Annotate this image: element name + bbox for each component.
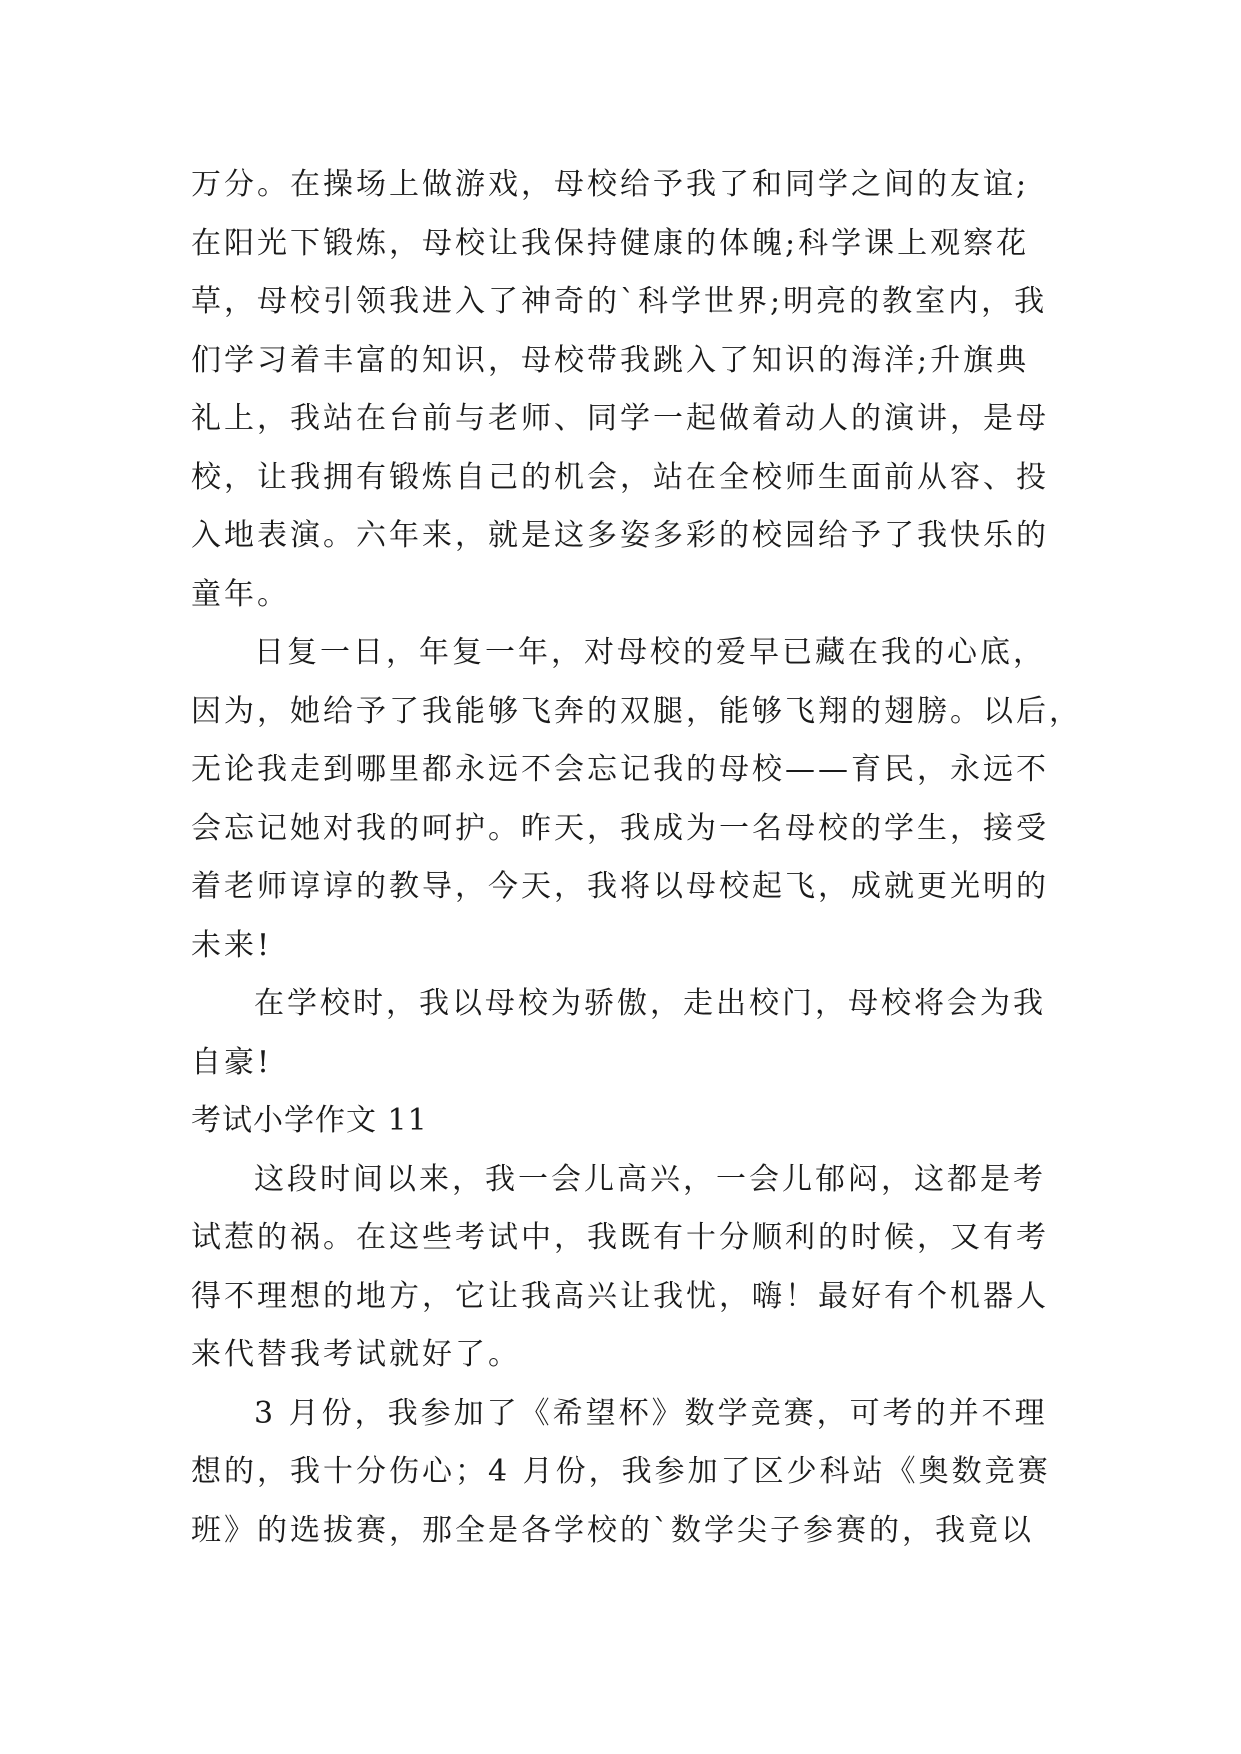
text-line: 在阳光下锻炼，母校让我保持健康的体魄;科学课上观察花 bbox=[191, 225, 1030, 261]
text-line: 校，让我拥有锻炼自己的机会，站在全校师生面前从容、投 bbox=[191, 459, 1049, 495]
text-line: 未来! bbox=[191, 927, 273, 963]
text-line: 试惹的祸。在这些考试中，我既有十分顺利的时候，又有考 bbox=[191, 1220, 1049, 1255]
text-line: 得不理想的地方，它让我高兴让我忧，嗨！最好有个机器人 bbox=[191, 1278, 1049, 1314]
text-line: 日复一日，年复一年，对母校的爱早已藏在我的心底， bbox=[254, 635, 1046, 670]
text-line: 无论我走到哪里都永远不会忘记我的母校——育民，永远不 bbox=[191, 752, 1049, 787]
text-line: 3 月份，我参加了《希望杯》数学竞赛，可考的并不理 bbox=[254, 1395, 1048, 1431]
text-line: 在学校时，我以母校为骄傲，走出校门，母校将会为我 bbox=[254, 986, 1046, 1021]
section-heading: 考试小学作文 11 bbox=[191, 1103, 428, 1138]
text-line: 这段时间以来，我一会儿高兴，一会儿郁闷，这都是考 bbox=[254, 1161, 1046, 1197]
text-line: 礼上，我站在台前与老师、同学一起做着动人的演讲，是母 bbox=[191, 401, 1049, 436]
text-line: 想的，我十分伤心；4 月份，我参加了区少科站《奥数竞赛 bbox=[191, 1454, 1051, 1489]
text-line: 着老师谆谆的教导，今天，我将以母校起飞，成就更光明的 bbox=[191, 869, 1049, 904]
text-line: 入地表演。六年来，就是这多姿多彩的校园给予了我快乐的 bbox=[191, 518, 1049, 553]
text-line: 班》的选拔赛，那全是各学校的`数学尖子参赛的，我竟以 bbox=[191, 1512, 1034, 1548]
text-line: 们学习着丰富的知识，母校带我跳入了知识的海洋;升旗典 bbox=[191, 342, 1030, 378]
text-line: 来代替我考试就好了。 bbox=[191, 1337, 521, 1372]
text-line: 自豪! bbox=[191, 1044, 273, 1080]
body-text bbox=[191, 156, 1082, 1560]
text-line: 会忘记她对我的呵护。昨天，我成为一名母校的学生，接受 bbox=[191, 810, 1049, 846]
text-line: 草，母校引领我进入了神奇的`科学世界;明亮的教室内，我 bbox=[191, 284, 1048, 319]
text-line: 万分。在操场上做游戏，母校给予我了和同学之间的友谊; bbox=[191, 167, 1030, 202]
text-line: 因为，她给予了我能够飞奔的双腿，能够飞翔的翅膀。以后， bbox=[191, 693, 1082, 729]
text-line: 童年。 bbox=[191, 576, 290, 612]
